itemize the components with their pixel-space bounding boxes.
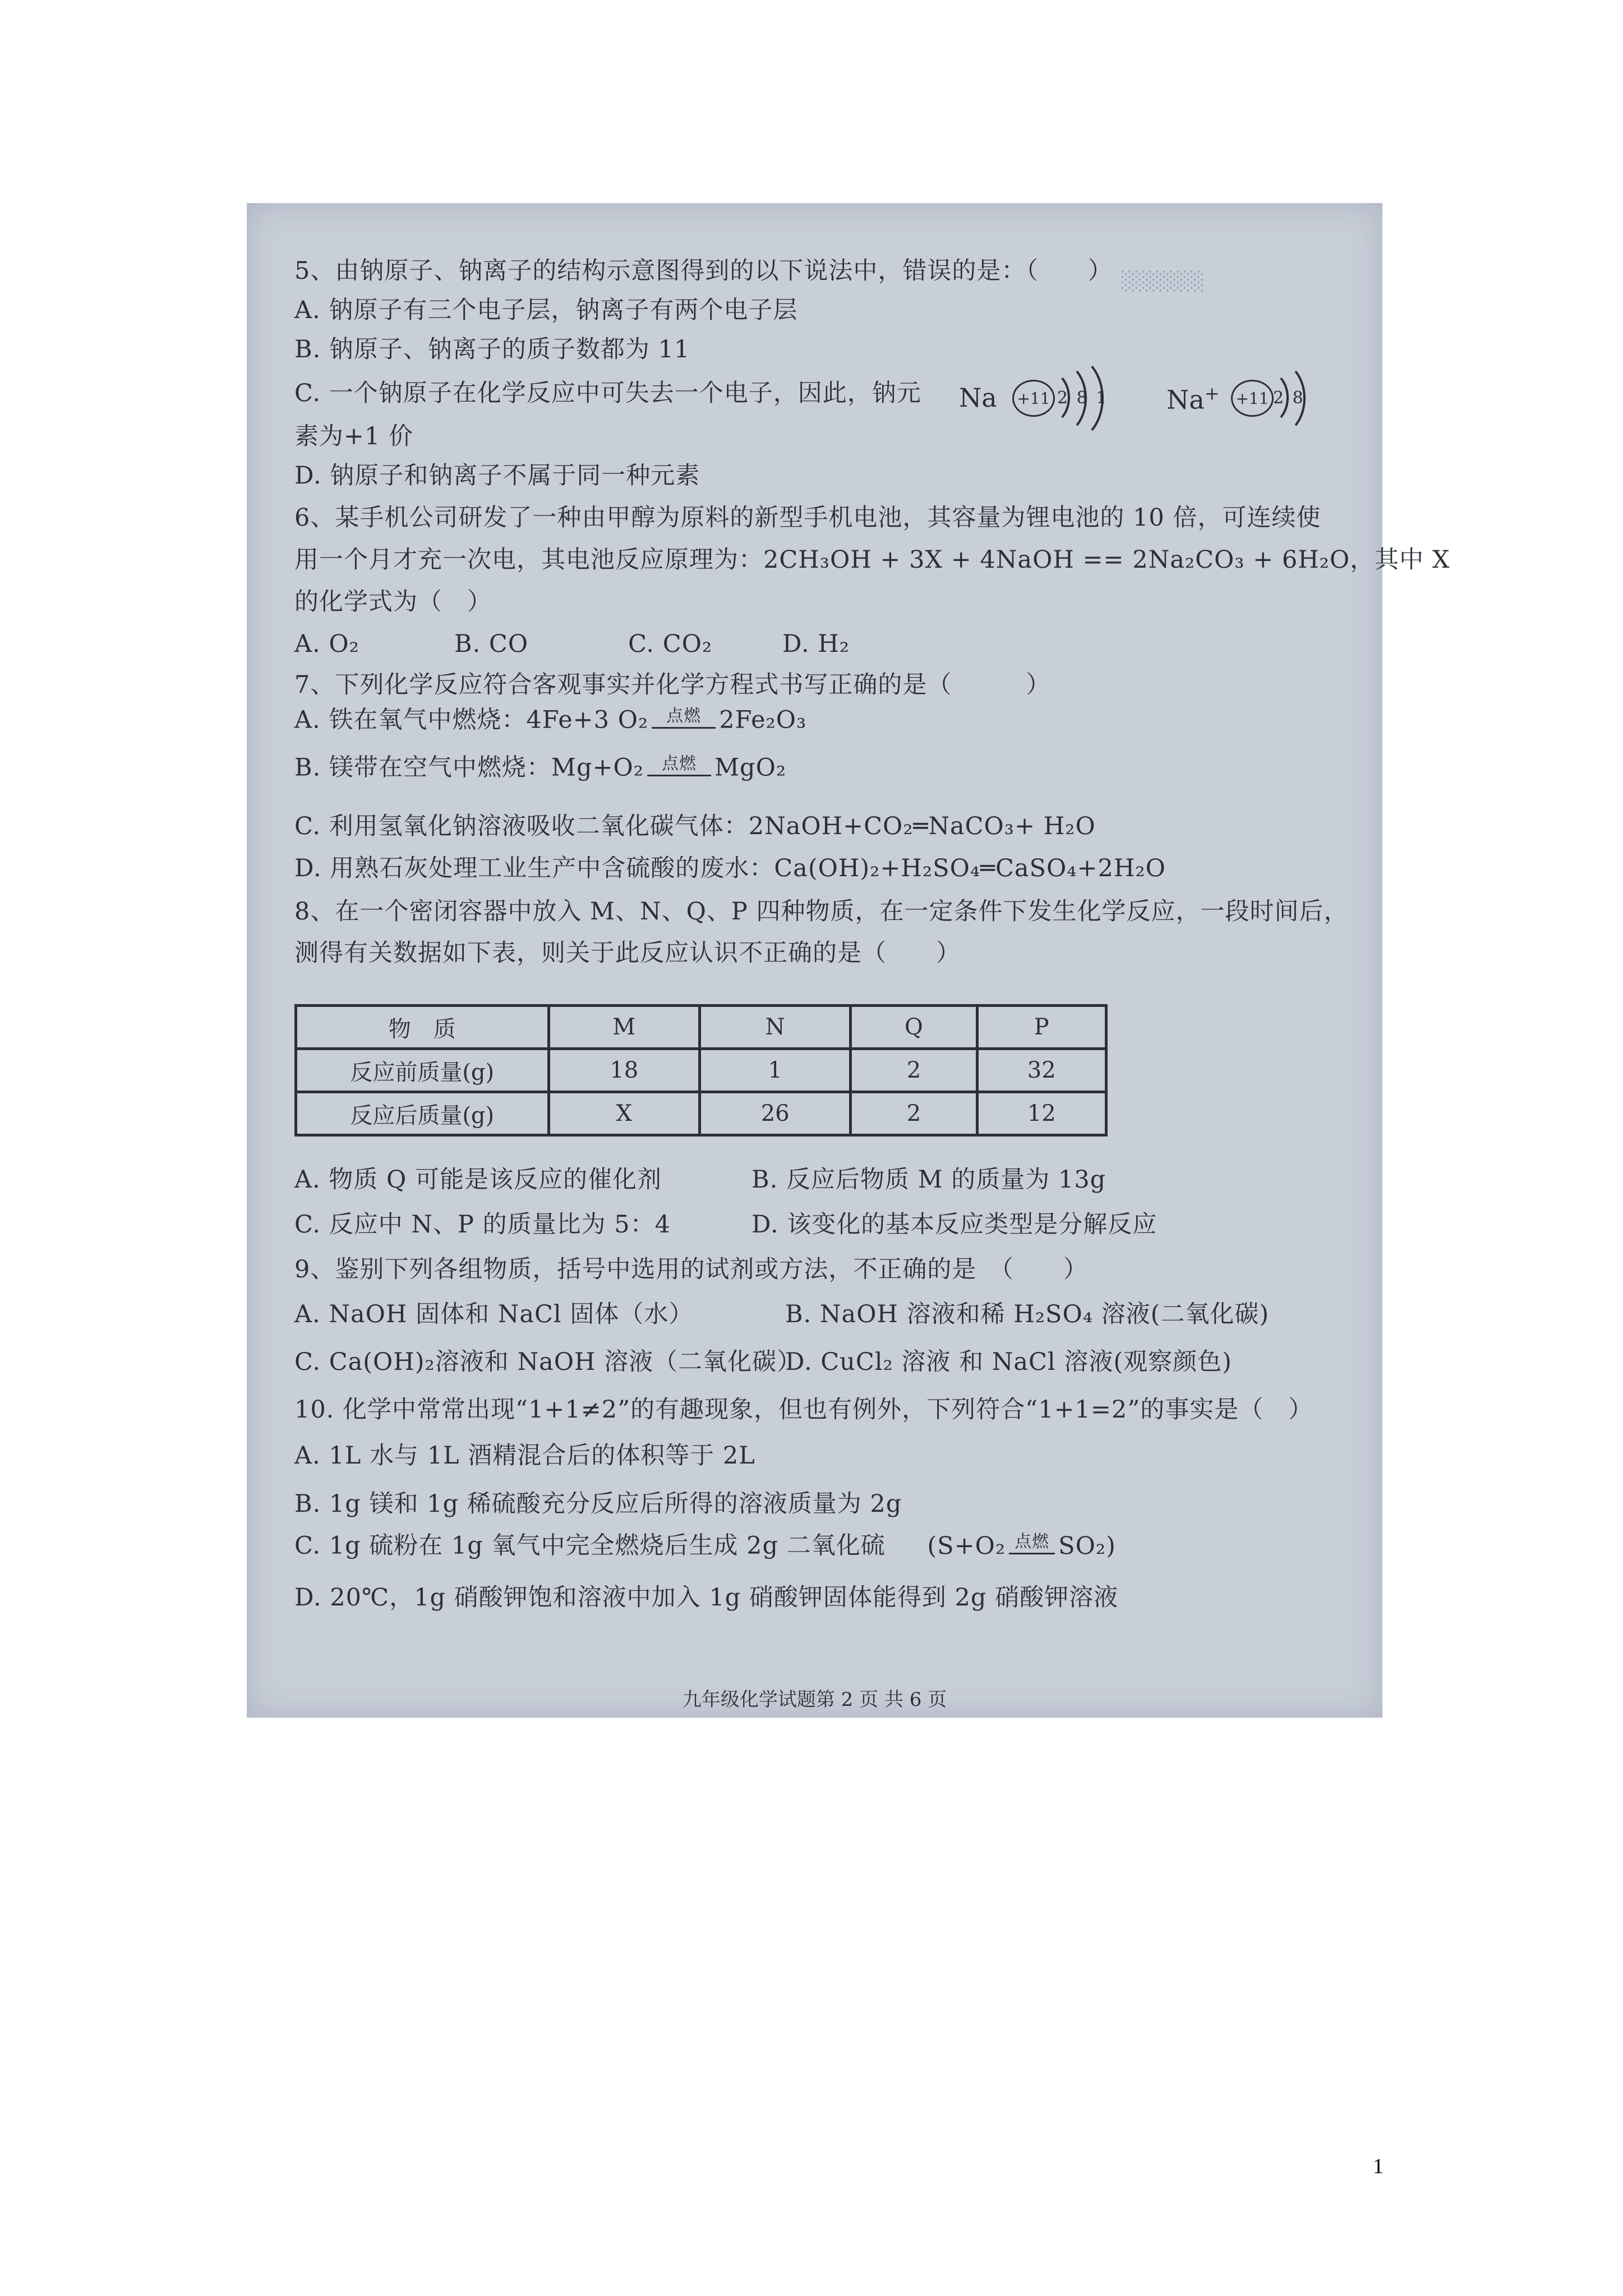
table-cell: 反应前质量(g) <box>296 1049 549 1092</box>
q10-option-a: A. 1L 水与 1L 酒精混合后的体积等于 2L <box>294 1442 755 1470</box>
atom-nucleus: +11 <box>1012 380 1055 417</box>
q5-option-c-line2: 素为+1 价 <box>294 422 414 450</box>
reaction-arrow: 点燃 <box>652 708 716 735</box>
q7-option-b: B. 镁带在空气中燃烧：Mg+O₂ 点燃 MgO₂ <box>294 756 786 783</box>
q9-option-c: C. Ca(OH)₂溶液和 NaOH 溶液（二氧化碳） <box>294 1348 802 1376</box>
q5-option-c-line1: C. 一个钠原子在化学反应中可失去一个电子，因此，钠元 <box>294 379 921 407</box>
q8-line1: 8、在一个密闭容器中放入 M、N、Q、P 四种物质，在一定条件下发生化学反应，一段时间后， <box>294 898 1349 926</box>
table-cell: 2 <box>851 1049 977 1092</box>
page-footer: 九年级化学试题第 2 页 共 6 页 <box>682 1688 947 1711</box>
q6-option-b: B. CO <box>454 630 529 658</box>
ion-symbol: Na+ <box>1166 383 1220 415</box>
sodium-atom-diagram <box>959 355 1138 433</box>
table-cell: 2 <box>851 1092 977 1135</box>
q9-option-a: A. NaOH 固体和 NaCl 固体（水） <box>294 1300 694 1328</box>
table-cell: 反应后质量(g) <box>296 1092 549 1135</box>
q8-line2: 测得有关数据如下表，则关于此反应认识不正确的是（ ） <box>294 939 961 967</box>
q9-option-d: D. CuCl₂ 溶液 和 NaCl 溶液(观察颜色) <box>785 1348 1232 1376</box>
q7-option-d: D. 用熟石灰处理工业生产中含硫酸的废水：Ca(OH)₂+H₂SO₄═CaSO₄+2H₂O <box>294 854 1166 882</box>
q5-option-b: B. 钠原子、钠离子的质子数都为 11 <box>294 335 690 364</box>
sodium-ion-diagram <box>1166 355 1335 433</box>
reaction-arrow: 点燃 <box>647 756 711 783</box>
q8-option-b: B. 反应后物质 M 的质量为 13g <box>751 1166 1106 1194</box>
table-header-cell: Q <box>851 1006 977 1049</box>
mass-data-table <box>294 1004 1108 1137</box>
q10-stem: 10. 化学中常常出现“1+1≠2”的有趣现象，但也有例外，下列符合“1+1=2”的事实是（ ） <box>294 1396 1313 1424</box>
q7-stem: 7、下列化学反应符合客观事实并化学方程式书写正确的是（ ） <box>294 671 1051 699</box>
bleed-through-text: ░░░░░░ <box>1122 270 1205 292</box>
q7-option-c: C. 利用氢氧化钠溶液吸收二氧化碳气体：2NaOH+CO₂═NaCO₃+ H₂O <box>294 812 1096 840</box>
q8-option-c: C. 反应中 N、P 的质量比为 5：4 <box>294 1211 671 1239</box>
q10-option-c: C. 1g 硫粉在 1g 氧气中完全燃烧后生成 2g 二氧化硫 (S+O₂ 点燃 SO₂) <box>294 1534 1116 1561</box>
ion-charge: + <box>1204 383 1220 404</box>
q6-line3: 的化学式为（ ） <box>294 588 492 616</box>
scanned-exam-photo <box>247 203 1450 1718</box>
q6-line2: 用一个月才充一次电，其电池反应原理为：2CH₃OH + 3X + 4NaOH == 2Na₂CO₃ + 6H₂O，其中 X <box>294 546 1450 574</box>
q5-option-d: D. 钠原子和钠离子不属于同一种元素 <box>294 462 700 490</box>
q5-option-a: A. 钠原子有三个电子层，钠离子有两个电子层 <box>294 296 798 324</box>
q10-option-d: D. 20℃，1g 硝酸钾饱和溶液中加入 1g 硝酸钾固体能得到 2g 硝酸钾溶液 <box>294 1584 1119 1612</box>
q6-option-c: C. CO₂ <box>628 630 713 658</box>
ion-electrons: 2 8 <box>1273 388 1303 408</box>
table-row <box>296 1092 1106 1135</box>
q6-option-a: A. O₂ <box>294 630 359 658</box>
q10-option-b: B. 1g 镁和 1g 稀硫酸充分反应后所得的溶液质量为 2g <box>294 1490 902 1518</box>
atom-electrons: 2 8 1 <box>1057 388 1107 408</box>
q8-option-a: A. 物质 Q 可能是该反应的催化剂 <box>294 1166 662 1194</box>
q7-option-a: A. 铁在氧气中燃烧：4Fe+3 O₂ 点燃 2Fe₂O₃ <box>294 708 806 735</box>
q6-line1: 6、某手机公司研发了一种由甲醇为原料的新型手机电池，其容量为锂电池的 10 倍，可连续使 <box>294 504 1321 532</box>
sulfur-equation: (S+O₂ 点燃 SO₂) <box>927 1532 1116 1560</box>
table-header-cell: M <box>548 1006 699 1049</box>
q9-stem: 9、鉴别下列各组物质，括号中选用的试剂或方法，不正确的是 （ ） <box>294 1255 1088 1283</box>
ion-nucleus: +11 <box>1231 380 1274 417</box>
atom-symbol: Na <box>959 383 997 413</box>
q8-option-d: D. 该变化的基本反应类型是分解反应 <box>751 1211 1158 1239</box>
table-cell: 12 <box>977 1092 1106 1135</box>
table-header-row <box>296 1006 1106 1049</box>
q5-stem: 5、由钠原子、钠离子的结构示意图得到的以下说法中，错误的是：（ ） <box>294 257 1113 285</box>
table-row <box>296 1049 1106 1092</box>
table-header-cell: N <box>699 1006 850 1049</box>
table-cell: X <box>548 1092 699 1135</box>
table-cell: 32 <box>977 1049 1106 1092</box>
q9-option-b: B. NaOH 溶液和稀 H₂SO₄ 溶液(二氧化碳) <box>785 1300 1270 1328</box>
q6-option-d: D. H₂ <box>782 630 850 658</box>
page-number: 1 <box>1373 2155 1384 2178</box>
reaction-arrow: 点燃 <box>1009 1534 1055 1561</box>
table-cell: 1 <box>699 1049 850 1092</box>
table-header-cell: 物 质 <box>296 1006 549 1049</box>
table-cell: 26 <box>699 1092 850 1135</box>
table-cell: 18 <box>548 1049 699 1092</box>
table-header-cell: P <box>977 1006 1106 1049</box>
